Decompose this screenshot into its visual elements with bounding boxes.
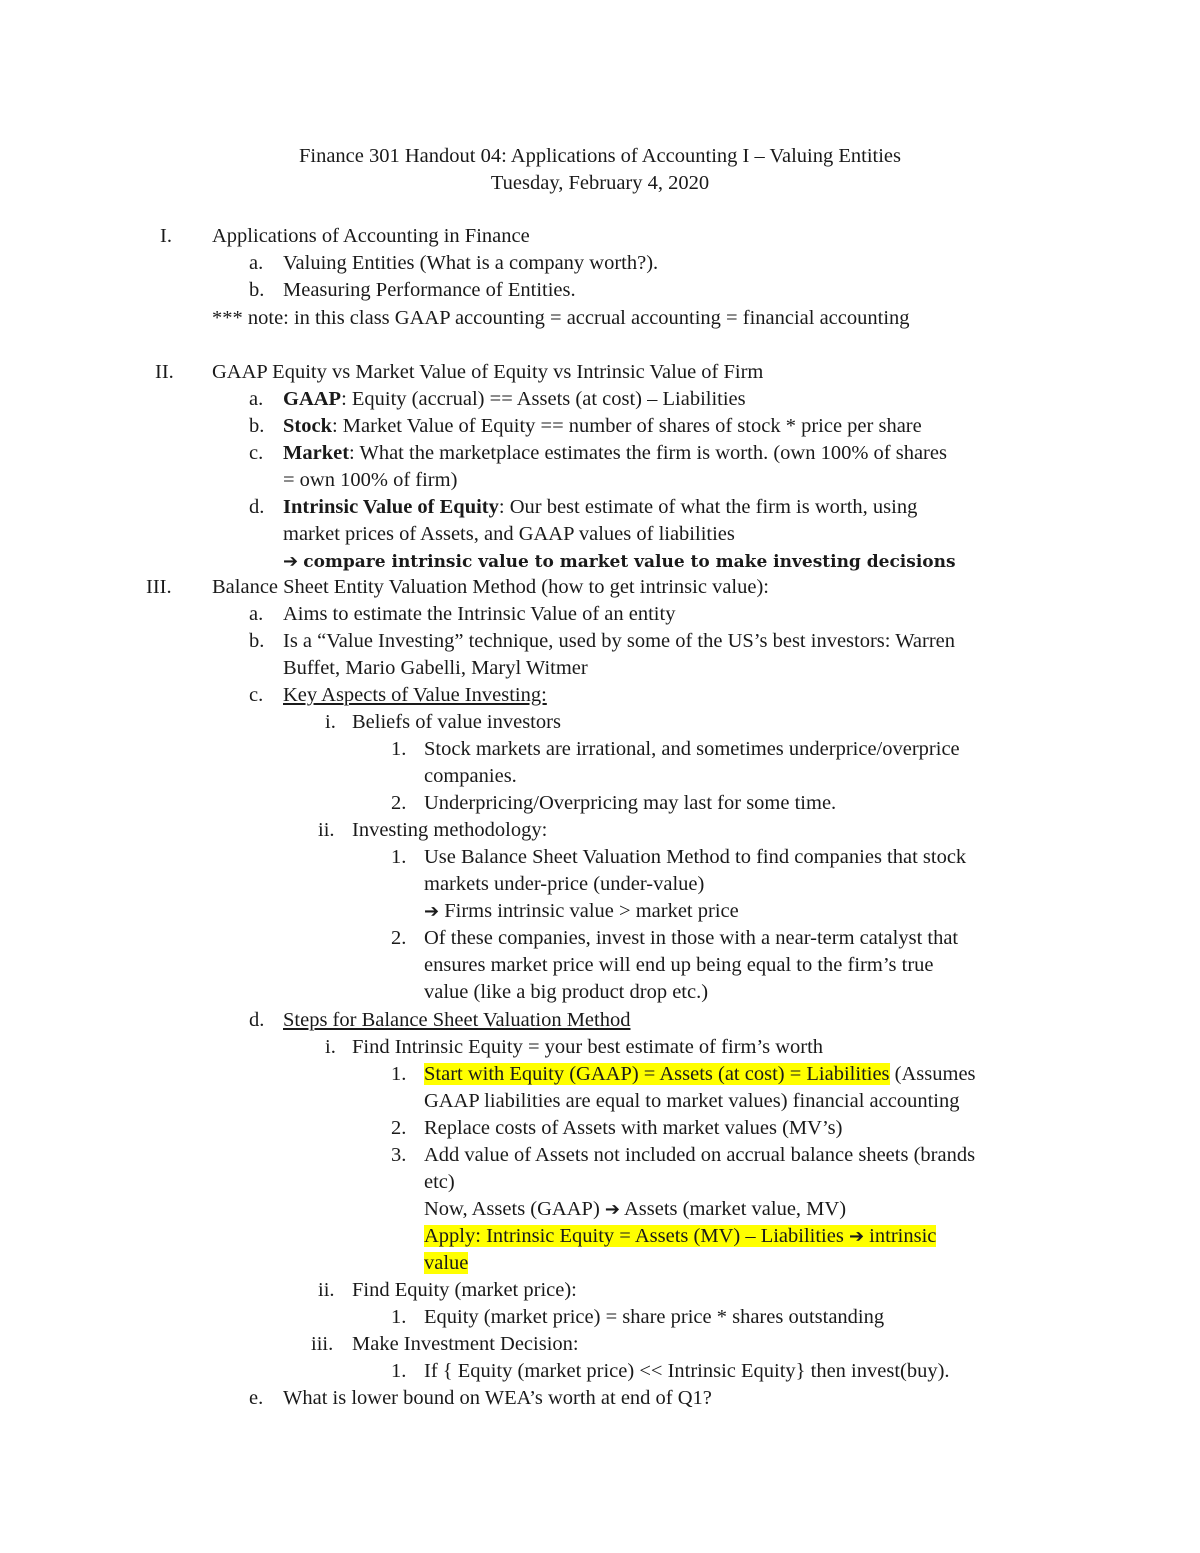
s3-b-label: b. — [249, 630, 265, 652]
s3-c-ii-1-label: 1. — [391, 846, 407, 868]
s3-c-ii-2-cont2: value (like a big product drop etc.) — [424, 981, 709, 1003]
right-arrow-icon: ➔ — [604, 1199, 620, 1220]
s3-c-ii-1-arrow-line — [424, 898, 739, 925]
s2-c-label: c. — [249, 442, 264, 464]
s3-c-i-1-label: 1. — [391, 738, 407, 760]
s1-a-text: Valuing Entities (What is a company worth?). — [283, 252, 659, 274]
s3-e-text: What is lower bound on WEA’s worth at end of Q1? — [283, 1387, 712, 1409]
s3-c-ii-1-arrow-text: Firms intrinsic value > market price — [444, 900, 739, 922]
s3-d-i-3-text: Add value of Assets not included on accrual balance sheets (brands — [424, 1144, 976, 1166]
s3-d-i-3-apply-cont-line — [424, 1250, 468, 1277]
s2-a-term: GAAP — [283, 388, 342, 410]
s3-d-i-3-apply-c: value — [424, 1252, 469, 1274]
section-1-number: I. — [160, 225, 172, 247]
s3-d-i-3-apply-a: Apply: Intrinsic Equity = Assets (MV) – Liabilities — [424, 1225, 849, 1247]
s3-d-ii-1-text: Equity (market price) = share price * shares outstanding — [424, 1306, 885, 1328]
s2-b-term: Stock — [283, 415, 332, 437]
page-title: Finance 301 Handout 04: Applications of Accounting I – Valuing Entities — [298, 145, 902, 167]
s2-c-line — [283, 440, 947, 467]
s2-b-label: b. — [249, 415, 265, 437]
s3-c-i-text: Beliefs of value investors — [352, 711, 561, 733]
s3-d-i-3-now-line — [424, 1196, 846, 1223]
s3-b-text: Is a “Value Investing” technique, used by some of the US’s best investors: Warren — [283, 630, 956, 652]
s2-arrow-text: compare intrinsic value to market value to make investing decisions — [303, 552, 956, 572]
s3-c-heading: Key Aspects of Value Investing: — [283, 684, 547, 706]
s3-c-ii-label: ii. — [318, 819, 335, 841]
s3-d-i-label: i. — [325, 1036, 336, 1058]
s3-c-ii-2-cont1: ensures market price will end up being equal to the firm’s true — [424, 954, 934, 976]
s3-c-i-1-text: Stock markets are irrational, and sometimes underprice/overprice — [424, 738, 960, 760]
s3-d-i-3-label: 3. — [391, 1144, 407, 1166]
s3-d-i-1-cont: GAAP liabilities are equal to market values) financial accounting — [424, 1090, 960, 1112]
section-2-title: GAAP Equity vs Market Value of Equity vs Intrinsic Value of Firm — [212, 361, 764, 383]
s3-d-i-3-now-b: Assets (market value, MV) — [620, 1198, 847, 1220]
s3-d-label: d. — [249, 1009, 265, 1031]
section-3-title: Balance Sheet Entity Valuation Method (how to get intrinsic value): — [212, 576, 769, 598]
s3-d-i-1-text: (Assumes — [889, 1063, 976, 1085]
s1-b-text: Measuring Performance of Entities. — [283, 279, 576, 301]
s3-d-i-3-now-a: Now, Assets (GAAP) — [424, 1198, 605, 1220]
s3-c-ii-2-label: 2. — [391, 927, 407, 949]
section-3-number: III. — [146, 576, 172, 598]
s2-arrow-line — [283, 548, 956, 576]
s3-d-i-3-apply-highlight — [424, 1225, 936, 1247]
s2-d-text: : Our best estimate of what the firm is worth, using — [498, 496, 918, 518]
s3-c-ii-1-text: Use Balance Sheet Valuation Method to find companies that stock — [424, 846, 967, 868]
s3-b-cont: Buffet, Mario Gabelli, Maryl Witmer — [283, 657, 588, 679]
s3-c-label: c. — [249, 684, 264, 706]
s3-d-iii-1-label: 1. — [391, 1360, 407, 1382]
s2-b-text: : Market Value of Equity == number of shares of stock * price per share — [331, 415, 922, 437]
s3-c-ii-1-cont: markets under-price (under-value) — [424, 873, 705, 895]
s3-d-i-1-line — [424, 1061, 976, 1088]
section-1-title: Applications of Accounting in Finance — [212, 225, 530, 247]
right-arrow-icon: ➔ — [283, 551, 299, 572]
s3-d-ii-text: Find Equity (market price): — [352, 1279, 577, 1301]
s3-d-iii-label: iii. — [311, 1333, 334, 1355]
s2-c-text: : What the marketplace estimates the firm is worth. (own 100% of shares — [349, 442, 947, 464]
s3-e-label: e. — [249, 1387, 264, 1409]
right-arrow-icon: ➔ — [848, 1226, 865, 1247]
s3-d-i-3-cont: etc) — [424, 1171, 455, 1193]
right-arrow-icon: ➔ — [424, 901, 440, 922]
s3-d-ii-label: ii. — [318, 1279, 335, 1301]
s3-d-i-2-text: Replace costs of Assets with market values (MV’s) — [424, 1117, 843, 1139]
s2-d-cont: market prices of Assets, and GAAP values of liabilities — [283, 523, 735, 545]
s1-note: *** note: in this class GAAP accounting = accrual accounting = financial accounting — [212, 307, 910, 329]
s3-c-ii-2-text: Of these companies, invest in those with a near-term catalyst that — [424, 927, 959, 949]
section-2-number: II. — [155, 361, 174, 383]
s3-a-text: Aims to estimate the Intrinsic Value of an entity — [283, 603, 676, 625]
s3-d-i-text: Find Intrinsic Equity = your best estimate of firm’s worth — [352, 1036, 824, 1058]
s3-a-label: a. — [249, 603, 264, 625]
s2-a-label: a. — [249, 388, 264, 410]
s3-d-iii-text: Make Investment Decision: — [352, 1333, 579, 1355]
s3-d-i-1-highlight: Start with Equity (GAAP) = Assets (at cost) = Liabilities — [424, 1063, 890, 1085]
s3-d-i-2-label: 2. — [391, 1117, 407, 1139]
s3-c-i-2-text: Underpricing/Overpricing may last for some time. — [424, 792, 837, 814]
s2-b-line — [283, 413, 922, 440]
s3-d-i-1-label: 1. — [391, 1063, 407, 1085]
s2-d-line — [283, 494, 917, 521]
s2-d-term: Intrinsic Value of Equity — [283, 496, 499, 518]
s3-d-ii-1-label: 1. — [391, 1306, 407, 1328]
s2-a-text: : Equity (accrual) == Assets (at cost) – Liabilities — [341, 388, 746, 410]
s3-d-iii-1-text: If { Equity (market price) << Intrinsic Equity} then invest(buy). — [424, 1360, 950, 1382]
s3-d-i-3-apply-line — [424, 1223, 936, 1250]
s2-d-label: d. — [249, 496, 265, 518]
s2-c-cont: = own 100% of firm) — [283, 469, 458, 491]
s2-a-line — [283, 386, 746, 413]
s3-c-i-2-label: 2. — [391, 792, 407, 814]
s3-c-i-label: i. — [325, 711, 336, 733]
s3-d-i-3-apply-b: intrinsic — [864, 1225, 937, 1247]
s2-c-term: Market — [283, 442, 350, 464]
s1-b-label: b. — [249, 279, 265, 301]
s1-a-label: a. — [249, 252, 264, 274]
s3-d-heading: Steps for Balance Sheet Valuation Method — [283, 1009, 631, 1031]
page-date: Tuesday, February 4, 2020 — [490, 172, 710, 194]
s3-c-ii-text: Investing methodology: — [352, 819, 548, 841]
s3-c-i-1-cont: companies. — [424, 765, 517, 787]
